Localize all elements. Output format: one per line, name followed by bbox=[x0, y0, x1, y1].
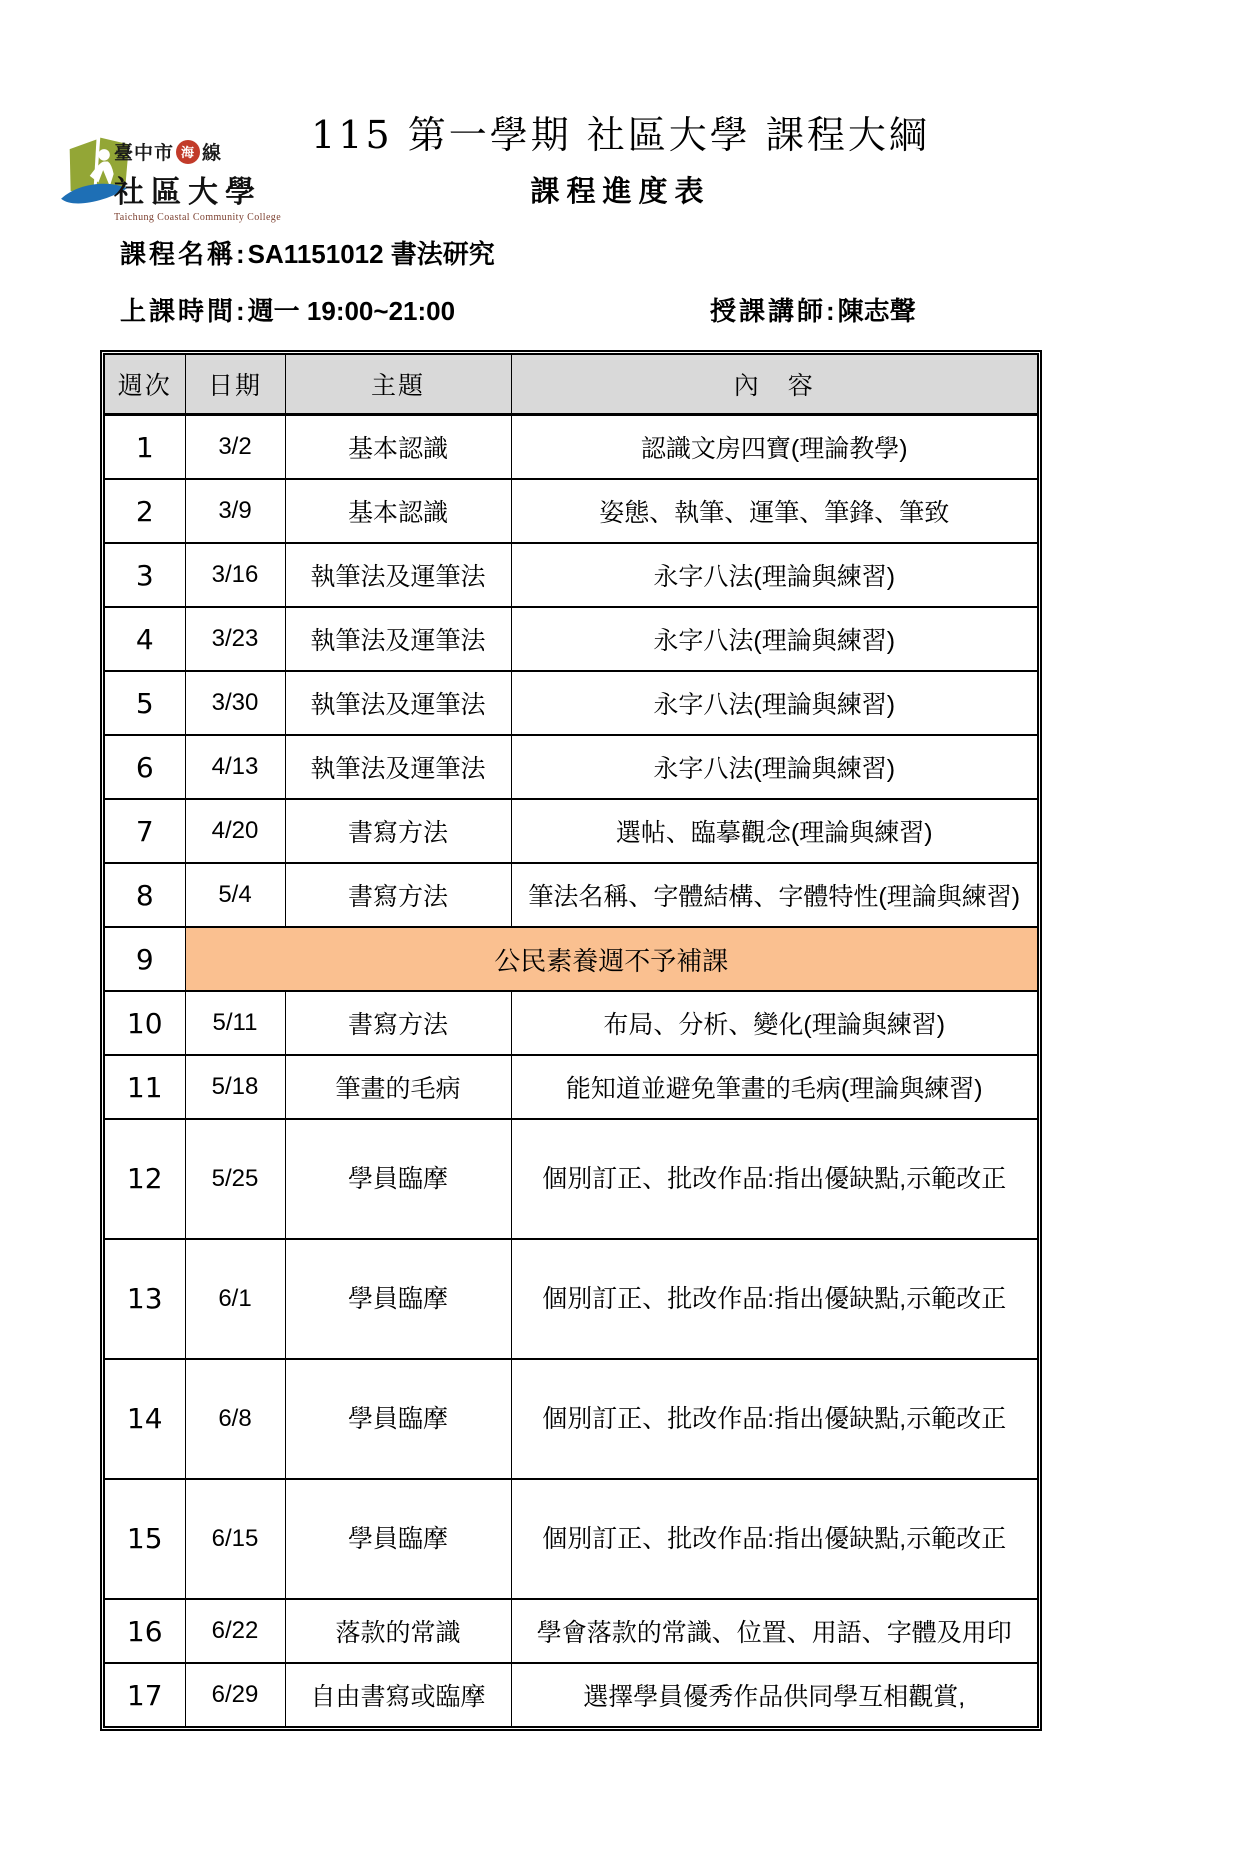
topic-cell: 學員臨摩 bbox=[285, 1479, 511, 1599]
logo-city-text: 臺中市 bbox=[114, 143, 175, 164]
content-cell: 個別訂正、批改作品:指出優缺點,示範改正 bbox=[511, 1479, 1037, 1599]
date-cell: 5/11 bbox=[185, 991, 285, 1055]
header-topic: 主題 bbox=[285, 355, 511, 415]
date-cell: 6/8 bbox=[185, 1359, 285, 1479]
topic-cell: 基本認識 bbox=[285, 415, 511, 480]
logo-seal-icon bbox=[176, 140, 200, 164]
content-cell: 認識文房四寶(理論教學) bbox=[511, 415, 1037, 480]
table-row bbox=[105, 1479, 1037, 1599]
header-week: 週次 bbox=[105, 355, 185, 415]
class-time-value: 週一 19:00~21:00 bbox=[247, 296, 456, 326]
date-cell: 3/9 bbox=[185, 479, 285, 543]
content-cell: 筆法名稱、字體結構、字體特性(理論與練習) bbox=[511, 863, 1037, 927]
table-row bbox=[105, 1055, 1037, 1119]
table-row bbox=[105, 799, 1037, 863]
table-row bbox=[105, 1359, 1037, 1479]
content-cell: 選擇學員優秀作品供同學互相觀賞, bbox=[511, 1663, 1037, 1726]
week-cell: 16 bbox=[105, 1599, 185, 1663]
topic-cell: 學員臨摩 bbox=[285, 1119, 511, 1239]
content-cell: 個別訂正、批改作品:指出優缺點,示範改正 bbox=[511, 1239, 1037, 1359]
content-cell: 姿態、執筆、運筆、筆鋒、筆致 bbox=[511, 479, 1037, 543]
topic-cell: 學員臨摩 bbox=[285, 1359, 511, 1479]
week-cell: 17 bbox=[105, 1663, 185, 1726]
table-row bbox=[105, 607, 1037, 671]
date-cell: 5/18 bbox=[185, 1055, 285, 1119]
week-cell: 13 bbox=[105, 1239, 185, 1359]
college-logo bbox=[56, 128, 326, 223]
date-cell: 5/25 bbox=[185, 1119, 285, 1239]
logo-suffix-text: 線 bbox=[202, 143, 223, 164]
date-cell: 6/1 bbox=[185, 1239, 285, 1359]
schedule-header bbox=[105, 355, 1037, 415]
schedule-body bbox=[105, 415, 1037, 1727]
topic-cell: 書寫方法 bbox=[285, 991, 511, 1055]
week-cell: 3 bbox=[105, 543, 185, 607]
week-cell: 9 bbox=[105, 927, 185, 991]
date-cell: 3/16 bbox=[185, 543, 285, 607]
instructor-label: 授課講師: bbox=[710, 296, 838, 326]
week-cell: 14 bbox=[105, 1359, 185, 1479]
content-cell: 個別訂正、批改作品:指出優缺點,示範改正 bbox=[511, 1119, 1037, 1239]
topic-cell: 執筆法及運筆法 bbox=[285, 543, 511, 607]
time-instructor-line bbox=[120, 291, 1131, 328]
date-cell: 6/29 bbox=[185, 1663, 285, 1726]
table-row bbox=[105, 1239, 1037, 1359]
instructor-value: 陳志聲 bbox=[837, 296, 916, 326]
content-cell: 永字八法(理論與練習) bbox=[511, 671, 1037, 735]
week-cell: 8 bbox=[105, 863, 185, 927]
logo-college-name: 社區大學 bbox=[114, 176, 262, 209]
header-content: 內 容 bbox=[511, 355, 1037, 415]
week-cell: 15 bbox=[105, 1479, 185, 1599]
table-row bbox=[105, 1599, 1037, 1663]
table-row bbox=[105, 927, 1037, 991]
table-row bbox=[105, 863, 1037, 927]
topic-cell: 執筆法及運筆法 bbox=[285, 735, 511, 799]
topic-cell: 執筆法及運筆法 bbox=[285, 607, 511, 671]
topic-cell: 學員臨摩 bbox=[285, 1239, 511, 1359]
logo-english-name: Taichung Coastal Community College bbox=[114, 212, 282, 223]
course-name-label: 課程名稱: bbox=[120, 239, 248, 269]
table-row bbox=[105, 415, 1037, 480]
content-cell: 永字八法(理論與練習) bbox=[511, 543, 1037, 607]
page-title: 115 第一學期 社區大學 課程大綱 bbox=[311, 113, 930, 157]
date-cell: 3/2 bbox=[185, 415, 285, 480]
content-cell: 永字八法(理論與練習) bbox=[511, 735, 1037, 799]
week-cell: 6 bbox=[105, 735, 185, 799]
topic-cell: 執筆法及運筆法 bbox=[285, 671, 511, 735]
topic-cell: 基本認識 bbox=[285, 479, 511, 543]
header-date: 日期 bbox=[185, 355, 285, 415]
date-cell: 3/23 bbox=[185, 607, 285, 671]
table-row bbox=[105, 991, 1037, 1055]
date-cell: 4/13 bbox=[185, 735, 285, 799]
page-subtitle: 課程進度表 bbox=[530, 176, 711, 208]
date-cell: 5/4 bbox=[185, 863, 285, 927]
table-row bbox=[105, 735, 1037, 799]
week-cell: 10 bbox=[105, 991, 185, 1055]
topic-cell: 書寫方法 bbox=[285, 799, 511, 863]
week-cell: 12 bbox=[105, 1119, 185, 1239]
holiday-notice-cell: 公民素養週不予補課 bbox=[185, 927, 1037, 991]
schedule-table bbox=[105, 355, 1037, 1726]
course-name-line bbox=[120, 234, 1131, 271]
date-cell: 6/22 bbox=[185, 1599, 285, 1663]
content-cell: 布局、分析、變化(理論與練習) bbox=[511, 991, 1037, 1055]
topic-cell: 書寫方法 bbox=[285, 863, 511, 927]
logo-line1 bbox=[114, 138, 324, 165]
class-time-label: 上課時間: bbox=[120, 296, 248, 326]
week-cell: 5 bbox=[105, 671, 185, 735]
content-cell: 永字八法(理論與練習) bbox=[511, 607, 1037, 671]
week-cell: 11 bbox=[105, 1055, 185, 1119]
date-cell: 4/20 bbox=[185, 799, 285, 863]
logo-seal-char: 海 bbox=[181, 145, 196, 160]
table-row bbox=[105, 671, 1037, 735]
topic-cell: 自由書寫或臨摩 bbox=[285, 1663, 511, 1726]
course-name-value: SA1151012 書法研究 bbox=[247, 239, 495, 269]
week-cell: 2 bbox=[105, 479, 185, 543]
date-cell: 6/15 bbox=[185, 1479, 285, 1599]
content-cell: 個別訂正、批改作品:指出優缺點,示範改正 bbox=[511, 1359, 1037, 1479]
logo-text bbox=[114, 138, 324, 223]
content-cell: 能知道並避免筆畫的毛病(理論與練習) bbox=[511, 1055, 1037, 1119]
schedule-table-wrapper bbox=[100, 350, 1042, 1731]
topic-cell: 落款的常識 bbox=[285, 1599, 511, 1663]
week-cell: 1 bbox=[105, 415, 185, 480]
table-row bbox=[105, 479, 1037, 543]
week-cell: 4 bbox=[105, 607, 185, 671]
week-cell: 7 bbox=[105, 799, 185, 863]
date-cell: 3/30 bbox=[185, 671, 285, 735]
topic-cell: 筆畫的毛病 bbox=[285, 1055, 511, 1119]
table-row bbox=[105, 543, 1037, 607]
header-row bbox=[105, 355, 1037, 415]
table-row bbox=[105, 1663, 1037, 1726]
table-row bbox=[105, 1119, 1037, 1239]
instructor-line bbox=[710, 291, 916, 328]
content-cell: 學會落款的常識、位置、用語、字體及用印 bbox=[511, 1599, 1037, 1663]
content-cell: 選帖、臨摹觀念(理論與練習) bbox=[511, 799, 1037, 863]
